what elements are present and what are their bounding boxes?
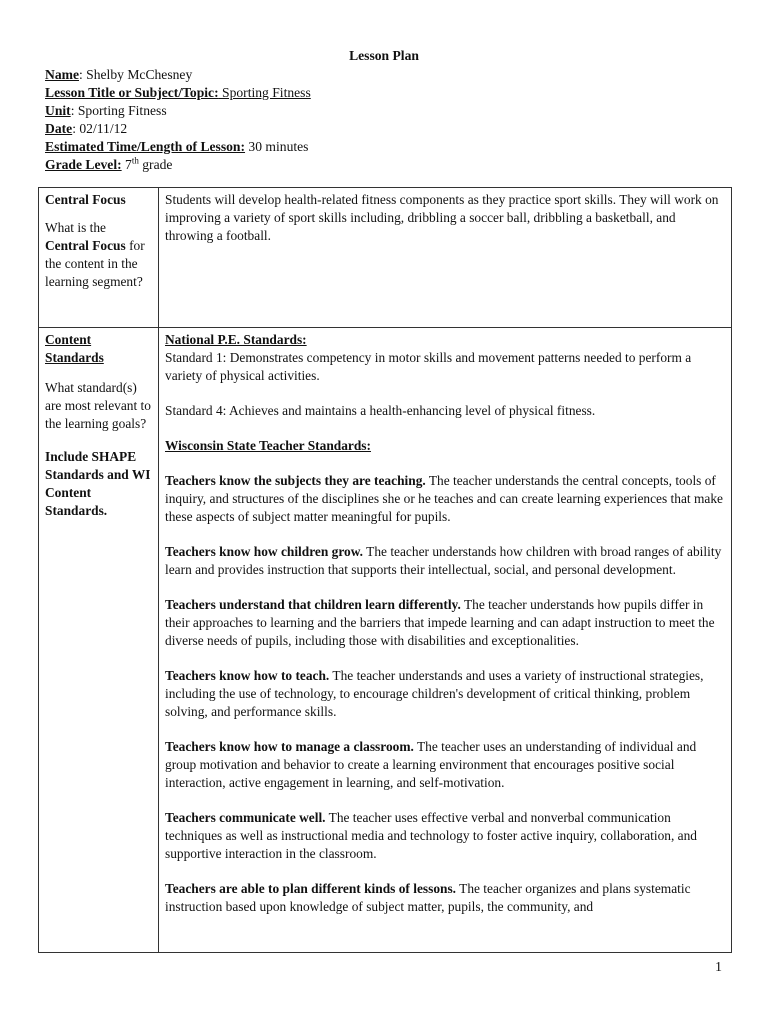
date-value: : 02/11/12 xyxy=(72,121,128,136)
wi-standard-text: The teacher understands the central concepts, tools of inquiry, and structures of the disciplines she or he teaches and can create learning experiences that make these aspects of subject matter meaningful for pupils. xyxy=(165,473,723,524)
central-focus-question xyxy=(45,219,152,291)
wi-standard-item xyxy=(165,543,725,579)
lesson-header xyxy=(45,66,311,174)
central-focus-row xyxy=(39,188,732,328)
wi-standard-lead: Teachers know the subjects they are teaching. xyxy=(165,473,426,488)
topic-value: Sporting Fitness xyxy=(218,85,311,100)
content-standards-body xyxy=(165,331,725,951)
grade-suffix: grade xyxy=(138,157,173,172)
wi-standard-text: The teacher understands how pupils differ in their approaches to learning and the barriers that impede learning and can adapt instruction to meet the diverse needs of pupils, including those with disabilities and exceptionalities. xyxy=(165,597,715,648)
central-focus-question-post: for the content in the learning segment? xyxy=(45,238,145,289)
wi-standard-item xyxy=(165,880,725,916)
wi-standard-item xyxy=(165,738,725,792)
time-value: 30 minutes xyxy=(245,139,309,154)
grade-label: Grade Level: xyxy=(45,157,122,172)
central-focus-body: Students will develop health-related fitness components as they practice sport skills. They will work on improving a variety of sport skills including, dribbling a soccer ball, dribbling a basketball, and throwing a football. xyxy=(165,192,719,243)
date-line xyxy=(45,120,311,138)
time-line xyxy=(45,138,311,156)
wi-standard-text: The teacher uses effective verbal and nonverbal communication techniques as well as instructional media and technology to foster active inquiry, collaboration, and supportive interaction in the classroom. xyxy=(165,810,697,861)
central-focus-heading: Central Focus xyxy=(45,192,126,207)
central-focus-label-cell xyxy=(39,188,159,328)
name-line xyxy=(45,66,311,84)
wi-standard-text: The teacher uses an understanding of individual and group motivation and behavior to create a learning environment that encourages positive social interaction, active engagement in learning, and self-motivation. xyxy=(165,739,697,790)
standard-4: Standard 4: Achieves and maintains a health-enhancing level of physical fitness. xyxy=(165,403,596,418)
wi-standard-item xyxy=(165,667,725,721)
standard-1: Standard 1: Demonstrates competency in motor skills and movement patterns needed to perform a variety of physical activities. xyxy=(165,350,692,383)
unit-value: : Sporting Fitness xyxy=(70,103,167,118)
content-standards-heading: Content Standards xyxy=(45,332,104,365)
central-focus-body-cell xyxy=(159,188,732,328)
central-focus-question-bold: Central Focus xyxy=(45,238,126,253)
wi-standard-lead: Teachers know how to teach. xyxy=(165,668,330,683)
name-label: Name xyxy=(45,67,79,82)
grade-line xyxy=(45,156,311,174)
wi-standard-text: The teacher understands and uses a variety of instructional strategies, including the use of technology, to encourage children's development of critical thinking, problem solving, and performance skills. xyxy=(165,668,704,719)
page-number: 1 xyxy=(715,960,722,975)
wi-standard-lead: Teachers communicate well. xyxy=(165,810,326,825)
wi-standard-item xyxy=(165,809,725,863)
grade-number: 7 xyxy=(121,157,132,172)
content-standards-row xyxy=(39,328,732,953)
wi-standard-text: The teacher understands how children with broad ranges of ability learn and provides instruction that supports their intellectual, social, and personal development. xyxy=(165,544,722,577)
content-standards-label-cell xyxy=(39,328,159,953)
topic-label: Lesson Title or Subject/Topic: xyxy=(45,85,219,100)
page-title: Lesson Plan xyxy=(349,48,419,63)
content-standards-body-cell xyxy=(159,328,732,953)
unit-line xyxy=(45,102,311,120)
wi-standard-lead: Teachers know how to manage a classroom. xyxy=(165,739,414,754)
topic-line xyxy=(45,84,311,102)
wisconsin-standards-heading: Wisconsin State Teacher Standards: xyxy=(165,438,371,453)
content-standards-include-note: Include SHAPE Standards and WI Content Standards. xyxy=(45,449,151,518)
wi-standard-lead: Teachers are able to plan different kinds of lessons. xyxy=(165,881,457,896)
wi-standard-lead: Teachers understand that children learn differently. xyxy=(165,597,461,612)
wi-standard-item xyxy=(165,472,725,526)
central-focus-question-pre: What is the xyxy=(45,220,106,235)
national-standards-heading: National P.E. Standards: xyxy=(165,332,307,347)
content-standards-question: What standard(s) are most relevant to the learning goals? xyxy=(45,380,151,431)
wi-standard-text: The teacher organizes and plans systematic instruction based upon knowledge of subject matter, pupils, the community, and xyxy=(165,881,691,914)
date-label: Date xyxy=(45,121,73,136)
grade-ordinal: th xyxy=(131,155,139,166)
time-label: Estimated Time/Length of Lesson: xyxy=(45,139,246,154)
name-value: : Shelby McChesney xyxy=(78,67,193,82)
wi-standard-lead: Teachers know how children grow. xyxy=(165,544,364,559)
unit-label: Unit xyxy=(45,103,71,118)
wi-standard-item xyxy=(165,596,725,650)
lesson-plan-table xyxy=(38,187,732,953)
